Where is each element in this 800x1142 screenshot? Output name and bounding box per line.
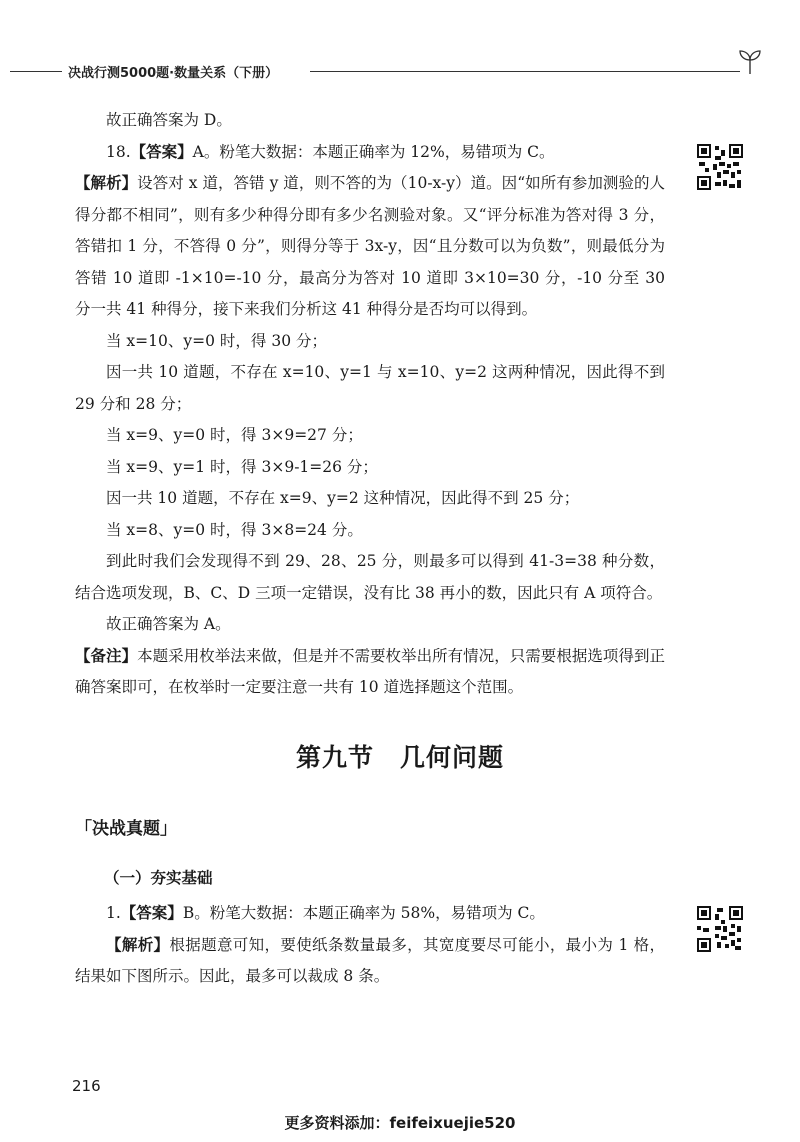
analysis-tag: 【解析】 [106,935,170,954]
analysis-text: 根据题意可知，要使纸条数量最多，其宽度要尽可能小，最小为 1 格，结果如下图所示。因此，最多可以裁成 8 条。 [75,935,665,985]
paragraph: 当 x=8、y=0 时，得 3×8=24 分。 [106,520,363,539]
question-number: 1. [106,904,121,922]
paragraph: 因一共 10 道题，不存在 x=9、y=2 这种情况，因此得不到 25 分； [106,489,580,507]
paragraph: 因一共 10 道题，不存在 x=10、y=1 与 x=10、y=2 这两种情况，因此得不到 29 分和 28 分； [75,363,665,413]
note-text: 本题采用枚举法来做，但是并不需要枚举出所有情况，只需要根据选项得到正确答案即可，在枚举时一定要注意一共有 10 道选择题这个范围。 [75,646,665,696]
answer-block-1 [75,898,665,993]
header-rule-right [310,71,740,72]
answer-line [75,137,665,169]
paragraph: 故正确答案为 A。 [106,615,231,633]
running-header [10,62,750,82]
sprout-icon [738,48,762,74]
real-questions-heading: 「决战真题」 [75,819,177,839]
answer-block-18 [75,105,665,704]
answer-tag: 【答案】 [120,904,183,922]
subsection-heading: （一）夯实基础 [104,869,213,887]
paragraph: 当 x=10、y=0 时，得 30 分； [106,331,327,350]
answer-tag: 【答案】 [130,142,193,161]
section-title: 第九节 几何问题 [295,743,504,772]
analysis-paragraph [75,168,665,326]
question-number: 18. [106,142,131,161]
paragraph: 到此时我们会发现得不到 29、28、25 分，则最多可以得到 41-3=38 种分数，结合选项发现，B、C、D 三项一定错误，没有比 38 再小的数，因此只有 A 项符合。 [75,552,665,602]
analysis-tag: 【解析】 [75,174,138,192]
footer-note: 更多资料添加：feifeixuejie520 [284,1114,516,1132]
qr-code-icon[interactable] [695,904,745,954]
answer-text: A。粉笔大数据：本题正确率为 12%，易错项为 C。 [192,142,555,161]
analysis-paragraph [75,930,665,993]
answer-text: B。粉笔大数据：本题正确率为 58%，易错项为 C。 [182,904,545,922]
note-tag: 【备注】 [75,646,138,665]
answer-line [75,898,665,930]
note-paragraph [75,641,665,704]
paragraph: 当 x=9、y=1 时，得 3×9-1=26 分； [106,457,378,476]
paragraph: 当 x=9、y=0 时，得 3×9=27 分； [106,426,363,444]
header-rule-left [10,71,62,72]
page-number: 216 [72,1077,101,1095]
qr-code-icon[interactable] [695,142,745,192]
analysis-text: 设答对 x 道，答错 y 道，则不答的为（10-x-y）道。因“如所有参加测验的人得分都不相同”，则有多少种得分即有多少名测验对象。又“评分标准为答对得 3 分，答错扣 1 分，不答得 0 分”，则得分等于 3x-y，因“且分数可以为负数”，则最低分为答错 10 道即 -1×10=-10 分，最高分为答对 10 道即 3×10=30 分，-10 分至 30 分一共 41 种得分，接下来我们分析这 41 种得分是否均可以得到。 [75,174,665,318]
book-title: 决战行测5000题·数量关系（下册） [68,66,279,81]
paragraph: 故正确答案为 D。 [106,111,232,129]
